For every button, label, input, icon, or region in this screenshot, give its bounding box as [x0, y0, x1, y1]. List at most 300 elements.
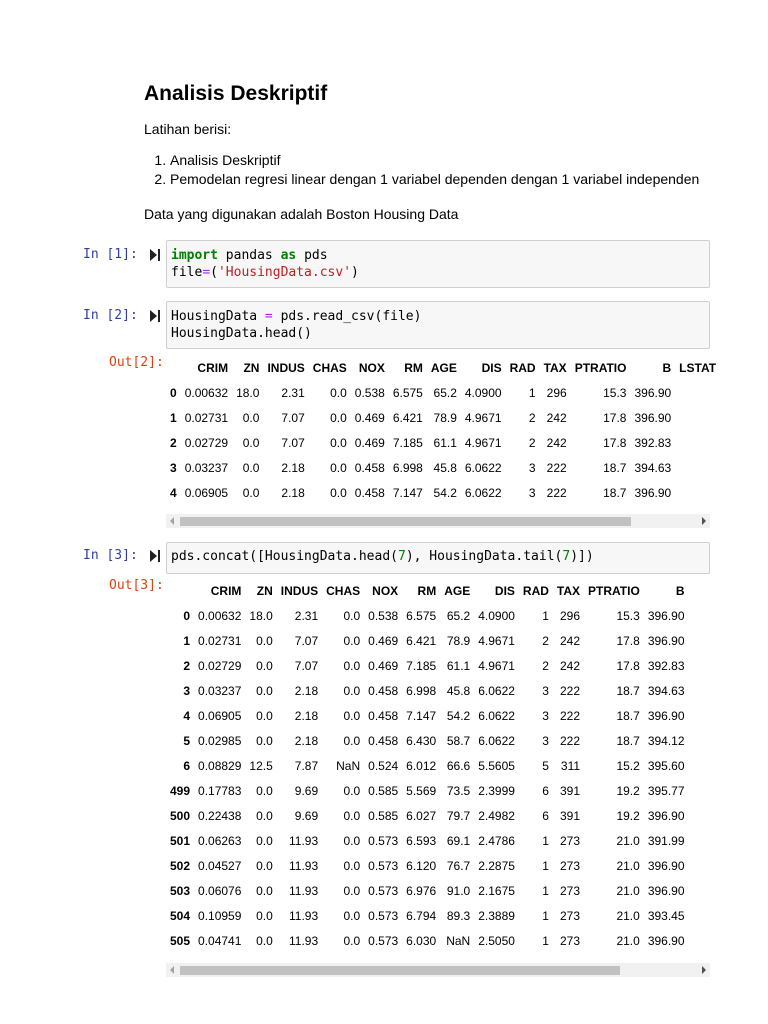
table-cell: 0.04527: [198, 858, 242, 873]
row-index: 501: [170, 833, 191, 848]
table-cell: 0.0: [330, 385, 347, 400]
table-cell: 17.8: [603, 435, 627, 450]
table-cell: 296: [560, 608, 581, 623]
table-cell: 0.0: [343, 933, 361, 948]
table-cell: 6.421: [406, 633, 437, 648]
table-row: [166, 878, 689, 903]
table-cell: 7.185: [392, 435, 423, 450]
column-header: AGE: [430, 360, 457, 375]
table-cell: 0.0: [242, 460, 260, 475]
table-cell: 0.573: [368, 858, 399, 873]
table-cell: 17.8: [616, 658, 640, 673]
table-cell: 78.9: [446, 633, 471, 648]
table-cell: 391.99: [647, 833, 685, 848]
row-index: 1: [170, 410, 177, 425]
scroll-left-icon[interactable]: [170, 517, 174, 525]
column-header: CRIM: [210, 583, 242, 598]
table-row: [166, 603, 689, 628]
table-cell: 6.120: [406, 858, 437, 873]
table-cell: 391: [560, 783, 581, 798]
table-cell: 7.07: [294, 658, 319, 673]
table-cell: 2.5050: [478, 933, 515, 948]
column-header: ZN: [243, 360, 260, 375]
table-row: [166, 703, 689, 728]
table-cell: 5.569: [406, 783, 437, 798]
dataframe-table: [166, 355, 720, 505]
table-cell: 69.1: [446, 833, 471, 848]
column-header: ZN: [256, 583, 273, 598]
table-cell: [675, 405, 720, 430]
row-index: 1: [183, 633, 191, 648]
table-cell: 0.0: [343, 658, 361, 673]
table-cell: 396.90: [647, 933, 685, 948]
table-cell: 2.1675: [478, 883, 515, 898]
table-row: [166, 430, 720, 455]
column-header: B: [662, 360, 672, 375]
out-prompt: Out[3]:: [109, 578, 164, 593]
table-cell: 7.07: [294, 633, 319, 648]
table-cell: 17.8: [603, 410, 627, 425]
table-cell: 0.0: [343, 833, 361, 848]
column-header: INDUS: [280, 583, 319, 598]
scroll-right-icon[interactable]: [702, 517, 706, 525]
row-index: 499: [170, 783, 191, 798]
table-cell: 0.0: [256, 908, 273, 923]
table-cell: 394.63: [647, 683, 685, 698]
table-cell: NaN: [336, 758, 361, 773]
table-cell: 311: [560, 758, 581, 773]
table-row: [166, 678, 689, 703]
run-cell-icon[interactable]: [150, 550, 160, 562]
table-cell: 0.22438: [198, 808, 242, 823]
table-row: [166, 928, 689, 953]
scroll-left-icon[interactable]: [170, 966, 174, 974]
table-cell: 0.06905: [198, 708, 242, 723]
out-prompt: Out[2]:: [109, 355, 164, 370]
table-cell: 0.04741: [198, 933, 242, 948]
table-cell: [675, 430, 720, 455]
table-cell: 396.90: [634, 485, 672, 500]
table-cell: 0.00632: [198, 608, 242, 623]
table-cell: NaN: [446, 933, 471, 948]
column-header: CHAS: [326, 583, 361, 598]
table-cell: 2.18: [281, 460, 305, 475]
table-row: [166, 405, 720, 430]
table-cell: 0.02985: [198, 733, 242, 748]
table-cell: 396.90: [647, 633, 685, 648]
table-cell: 2.4786: [478, 833, 515, 848]
table-cell: 0.0: [256, 733, 273, 748]
table-cell: 1: [542, 908, 549, 923]
table-cell: 0.0: [256, 783, 273, 798]
run-cell-icon[interactable]: [150, 249, 160, 261]
table-cell: 0.469: [368, 633, 399, 648]
table-cell: 222: [546, 460, 567, 475]
table-cell: 0.06263: [198, 833, 242, 848]
table-cell: [675, 480, 720, 505]
table-cell: 242: [560, 658, 581, 673]
table-cell: 66.6: [446, 758, 471, 773]
row-index: 6: [183, 758, 191, 773]
table-cell: 242: [546, 410, 567, 425]
table-cell: 45.8: [433, 460, 457, 475]
table-cell: 11.93: [288, 833, 319, 848]
table-cell: 54.2: [433, 485, 457, 500]
table-cell: 222: [560, 683, 581, 698]
table-cell: 65.2: [433, 385, 457, 400]
table-cell: 21.0: [616, 858, 640, 873]
table-cell: 1: [528, 385, 536, 400]
table-cell: 0.0: [256, 833, 273, 848]
list-item: 1. Analisis Deskriptif: [170, 151, 699, 170]
code-cell-3[interactable]: pds.concat([HousingData.head(7), HousingData.tail(7)]): [166, 542, 710, 574]
table-cell: 6.012: [406, 758, 437, 773]
table-cell: 11.93: [288, 908, 319, 923]
table-cell: 4.0900: [464, 385, 502, 400]
table-cell: 21.0: [616, 833, 640, 848]
table-cell: 0.458: [368, 733, 399, 748]
row-index: 3: [170, 460, 177, 475]
table-cell: 4.9671: [464, 435, 502, 450]
table-cell: 15.2: [616, 758, 640, 773]
table-cell: 73.5: [446, 783, 471, 798]
table-cell: 391: [560, 808, 581, 823]
table-cell: 0.03237: [184, 460, 229, 475]
row-index: 0: [183, 608, 191, 623]
scrollbar-thumb[interactable]: [180, 517, 631, 526]
row-index: 502: [170, 858, 191, 873]
table-cell: 11.93: [288, 933, 319, 948]
table-cell: 2.18: [294, 733, 319, 748]
table-cell: 1: [542, 608, 549, 623]
table-cell: 0.0: [256, 633, 273, 648]
intro-text: Latihan berisi:: [144, 121, 232, 137]
table-cell: 3: [542, 708, 549, 723]
table-cell: 0.0: [242, 485, 260, 500]
table-cell: 0.0: [330, 435, 347, 450]
table-cell: 61.1: [446, 658, 471, 673]
table-cell: 396.90: [647, 858, 685, 873]
table-cell: 2: [528, 410, 536, 425]
table-cell: 3: [542, 683, 549, 698]
table-cell: 296: [546, 385, 567, 400]
table-cell: 79.7: [446, 808, 471, 823]
data-note-text: Data yang digunakan adalah Boston Housing Data: [144, 206, 459, 222]
table-cell: 1: [542, 833, 549, 848]
table-cell: 394.12: [647, 733, 685, 748]
table-cell: 273: [560, 908, 581, 923]
table-cell: 18.0: [249, 608, 273, 623]
table-row: [166, 628, 689, 653]
table-cell: 0.0: [343, 858, 361, 873]
table-cell: 0.524: [368, 758, 399, 773]
table-cell: 0.06076: [198, 883, 242, 898]
row-index: 5: [183, 733, 191, 748]
table-row: [166, 728, 689, 753]
table-cell: 7.07: [281, 410, 305, 425]
table-cell: 89.3: [446, 908, 471, 923]
table-cell: 0.0: [256, 883, 273, 898]
content-list: [144, 151, 699, 189]
table-cell: 0.0: [343, 708, 361, 723]
row-index: 2: [183, 658, 191, 673]
row-index: 0: [170, 385, 177, 400]
scrollbar-thumb[interactable]: [180, 966, 620, 975]
in-prompt: In [3]:: [83, 548, 138, 563]
table-cell: 6.575: [392, 385, 423, 400]
table-cell: 6.0622: [464, 460, 502, 475]
table-cell: 0.469: [368, 658, 399, 673]
table-cell: 18.7: [603, 485, 627, 500]
table-cell: 18.7: [616, 708, 640, 723]
column-header: CHAS: [312, 360, 347, 375]
table-cell: 5: [542, 758, 549, 773]
table-cell: 4.9671: [464, 410, 502, 425]
table-cell: 395.60: [647, 758, 685, 773]
table-cell: 0.0: [256, 933, 273, 948]
table-cell: 91.0: [446, 883, 471, 898]
table-cell: 18.0: [236, 385, 260, 400]
table-cell: 18.7: [616, 733, 640, 748]
table-cell: 0.0: [343, 633, 361, 648]
table-cell: 393.45: [647, 908, 685, 923]
table-cell: 54.2: [446, 708, 471, 723]
table-cell: 7.185: [406, 658, 437, 673]
table-cell: 0.458: [354, 485, 385, 500]
column-header: [166, 355, 181, 380]
table-cell: 19.2: [616, 783, 640, 798]
dataframe-output-2: [166, 355, 717, 511]
table-cell: 0.00632: [184, 385, 229, 400]
column-header: B: [675, 583, 685, 598]
table-cell: 1: [542, 858, 549, 873]
table-cell: 0.0: [242, 410, 260, 425]
column-header: LSTAT: [679, 360, 717, 375]
table-cell: 222: [546, 485, 567, 500]
code-cell-2[interactable]: HousingData = pds.read_csv(file) HousingData.head(): [166, 301, 710, 349]
row-index: 503: [170, 883, 191, 898]
table-cell: 1: [542, 933, 549, 948]
table-cell: 1: [542, 883, 549, 898]
table-cell: 6.593: [406, 833, 437, 848]
table-cell: 6.0622: [464, 485, 502, 500]
scroll-right-icon[interactable]: [702, 966, 706, 974]
table-cell: 0.0: [343, 908, 361, 923]
table-row: [166, 778, 689, 803]
table-cell: 0.458: [368, 683, 399, 698]
table-cell: [675, 380, 720, 405]
table-cell: 0.0: [256, 658, 273, 673]
row-index: 4: [170, 485, 177, 500]
column-header: AGE: [444, 583, 471, 598]
table-cell: 396.90: [647, 883, 685, 898]
table-cell: 21.0: [616, 933, 640, 948]
table-cell: 0.02729: [184, 435, 229, 450]
row-index: 504: [170, 908, 191, 923]
column-header: NOX: [358, 360, 385, 375]
table-cell: 0.458: [354, 460, 385, 475]
table-cell: 15.3: [616, 608, 640, 623]
table-cell: 18.7: [616, 683, 640, 698]
table-cell: 242: [546, 435, 567, 450]
table-cell: 6.976: [406, 883, 437, 898]
table-cell: 273: [560, 833, 581, 848]
table-cell: 0.469: [354, 410, 385, 425]
table-cell: 273: [560, 933, 581, 948]
table-cell: 78.9: [433, 410, 457, 425]
table-cell: 9.69: [294, 808, 319, 823]
table-cell: 0.0: [256, 708, 273, 723]
table-cell: 396.90: [634, 410, 672, 425]
table-cell: 0.0: [343, 683, 361, 698]
table-cell: 242: [560, 633, 581, 648]
table-cell: 0.585: [368, 808, 399, 823]
table-cell: 45.8: [446, 683, 471, 698]
column-header: TAX: [543, 360, 567, 375]
list-item: 2. Pemodelan regresi linear dengan 1 variabel dependen dengan 1 variabel independen: [170, 170, 699, 189]
table-cell: 0.06905: [184, 485, 229, 500]
table-cell: 3: [542, 733, 549, 748]
table-cell: 6.0622: [478, 733, 515, 748]
horizontal-scrollbar[interactable]: [166, 963, 710, 977]
table-cell: 0.0: [343, 783, 361, 798]
table-cell: 2.18: [294, 708, 319, 723]
table-cell: 5.5605: [478, 758, 515, 773]
table-cell: 21.0: [616, 883, 640, 898]
row-index: 2: [170, 435, 177, 450]
table-row: [166, 653, 689, 678]
column-header: RAD: [509, 360, 536, 375]
table-cell: 6.0622: [478, 708, 515, 723]
table-cell: 0.538: [354, 385, 385, 400]
table-cell: 392.83: [647, 658, 685, 673]
table-row: [166, 380, 720, 405]
table-cell: 396.90: [647, 708, 685, 723]
table-cell: 0.0: [343, 733, 361, 748]
table-cell: 7.07: [281, 435, 305, 450]
table-cell: 395.77: [647, 783, 685, 798]
table-cell: 15.3: [603, 385, 627, 400]
table-cell: 394.63: [634, 460, 672, 475]
table-cell: 0.458: [368, 708, 399, 723]
table-row: [166, 455, 720, 480]
table-cell: 2.2875: [478, 858, 515, 873]
table-cell: 6.030: [406, 933, 437, 948]
table-row: [166, 853, 689, 878]
column-header: RM: [404, 360, 423, 375]
table-cell: 6.421: [392, 410, 423, 425]
column-header: DIS: [481, 360, 502, 375]
in-prompt: In [1]:: [83, 247, 138, 262]
table-header-row: [166, 578, 689, 603]
run-cell-icon[interactable]: [150, 310, 160, 322]
horizontal-scrollbar[interactable]: [166, 514, 710, 528]
table-cell: 2.31: [281, 385, 305, 400]
table-cell: 0.0: [343, 808, 361, 823]
table-cell: 2.31: [294, 608, 319, 623]
table-cell: 11.93: [288, 858, 319, 873]
table-cell: 76.7: [446, 858, 471, 873]
column-header: CRIM: [197, 360, 229, 375]
table-cell: 396.90: [647, 608, 685, 623]
table-cell: 6: [542, 783, 549, 798]
table-cell: 2.3999: [478, 783, 515, 798]
table-cell: 0.08829: [198, 758, 242, 773]
table-cell: 396.90: [647, 808, 685, 823]
table-cell: 6: [542, 808, 549, 823]
table-row: [166, 803, 689, 828]
table-cell: 0.10959: [198, 908, 242, 923]
table-cell: 2: [542, 658, 549, 673]
table-cell: 6.430: [406, 733, 437, 748]
in-prompt: In [2]:: [83, 308, 138, 323]
table-cell: 0.17783: [198, 783, 242, 798]
table-cell: 0.573: [368, 883, 399, 898]
table-cell: 222: [560, 733, 581, 748]
table-cell: 0.585: [368, 783, 399, 798]
table-cell: 0.0: [256, 808, 273, 823]
column-header: INDUS: [267, 360, 305, 375]
table-cell: 0.0: [242, 435, 260, 450]
column-header: RM: [417, 583, 437, 598]
table-cell: 21.0: [616, 908, 640, 923]
table-cell: 6.027: [406, 808, 437, 823]
table-cell: 2.18: [294, 683, 319, 698]
table-cell: 19.2: [616, 808, 640, 823]
table-cell: 396.90: [634, 385, 672, 400]
table-cell: 9.69: [294, 783, 319, 798]
row-index: 505: [170, 933, 191, 948]
table-cell: 0.573: [368, 933, 399, 948]
row-index: 500: [170, 808, 191, 823]
table-cell: 7.147: [392, 485, 423, 500]
table-cell: 7.147: [406, 708, 437, 723]
table-cell: 6.575: [406, 608, 437, 623]
row-index: 3: [183, 683, 191, 698]
table-cell: 3: [528, 460, 536, 475]
table-cell: 65.2: [446, 608, 471, 623]
table-cell: 17.8: [616, 633, 640, 648]
column-header: [166, 578, 194, 603]
table-cell: 58.7: [446, 733, 471, 748]
column-header: DIS: [494, 583, 515, 598]
table-cell: 0.02729: [198, 658, 242, 673]
table-cell: 222: [560, 708, 581, 723]
table-cell: 0.469: [354, 435, 385, 450]
column-header: PTRATIO: [588, 583, 640, 598]
table-cell: 273: [560, 883, 581, 898]
table-cell: 6.0622: [478, 683, 515, 698]
table-cell: [675, 455, 720, 480]
table-cell: 2.18: [281, 485, 305, 500]
notebook-title: Analisis Deskriptif: [144, 82, 328, 105]
table-cell: 61.1: [433, 435, 457, 450]
table-cell: 4.9671: [478, 633, 515, 648]
code-cell-1[interactable]: import pandas as pds file=('HousingData.csv'): [166, 240, 710, 288]
table-cell: 6.998: [406, 683, 437, 698]
column-header: RAD: [522, 583, 549, 598]
table-cell: 18.7: [603, 460, 627, 475]
table-cell: 0.02731: [198, 633, 242, 648]
table-cell: 0.0: [343, 883, 361, 898]
table-cell: 2: [542, 633, 549, 648]
table-cell: 4.9671: [478, 658, 515, 673]
table-cell: 4.0900: [478, 608, 515, 623]
table-row: [166, 480, 720, 505]
dataframe-output-3: [166, 578, 710, 958]
dataframe-table: [166, 578, 689, 953]
table-cell: 273: [560, 858, 581, 873]
